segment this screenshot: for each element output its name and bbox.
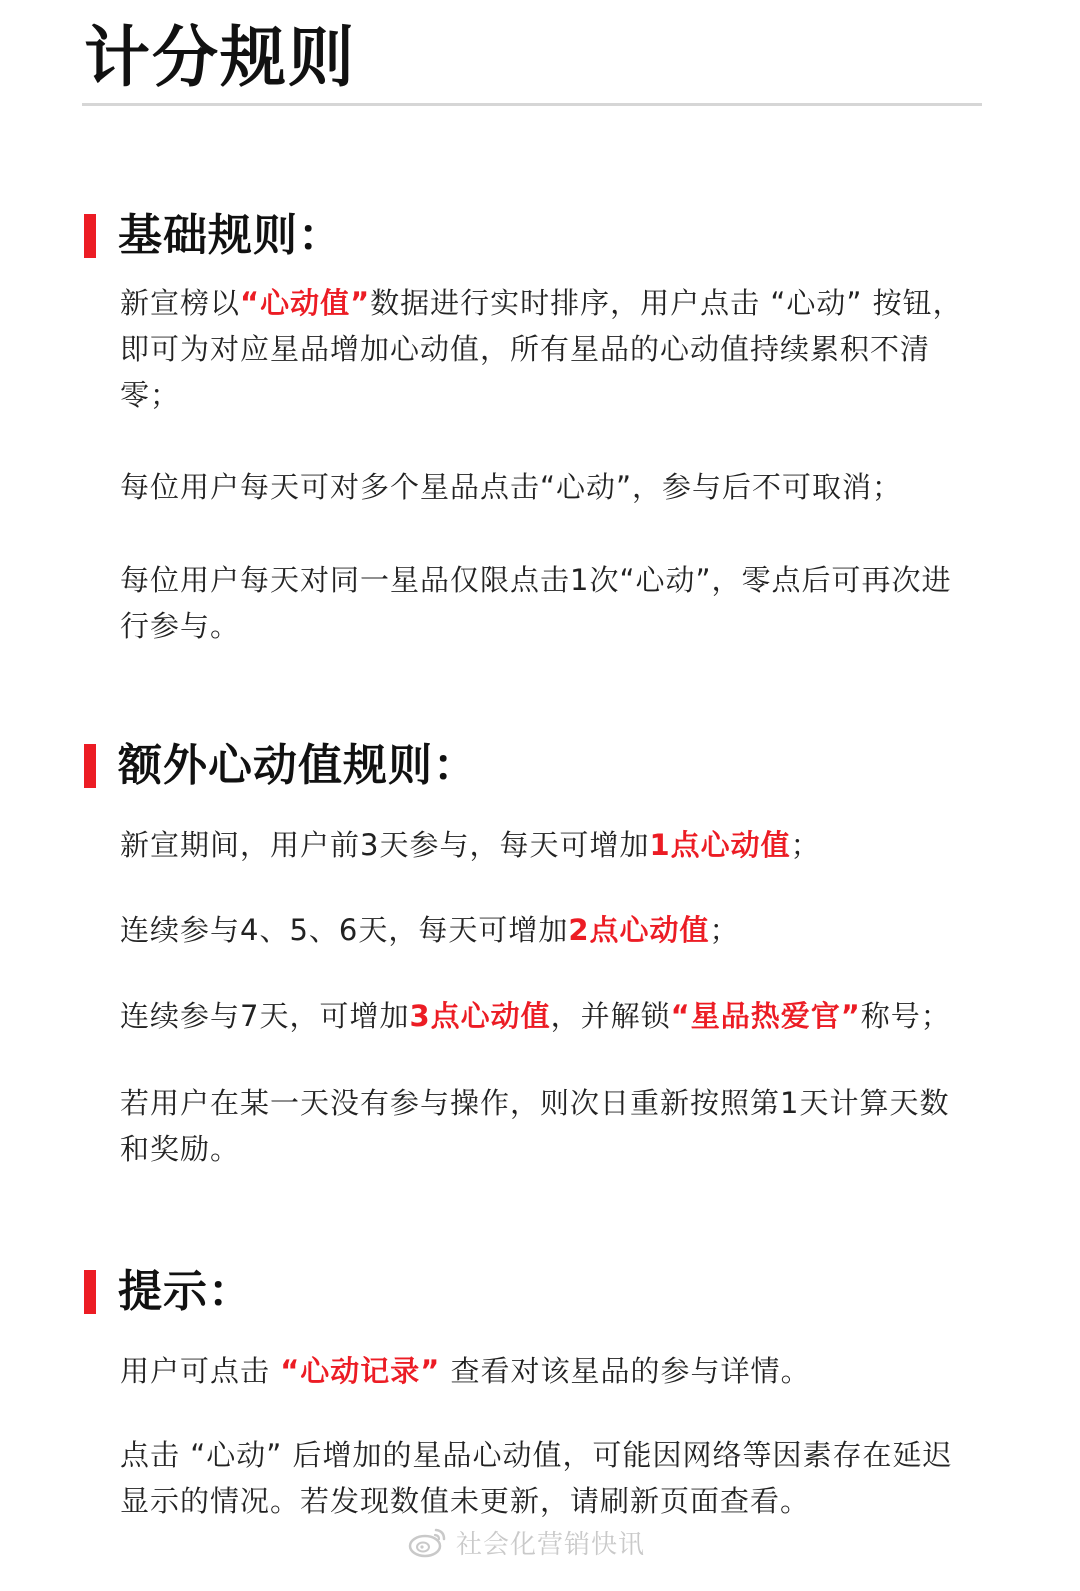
paragraph-text: 点击 “心动” 后增加的星品心动值，可能因网络等因素存在延迟显示的情况。若发现数值未更新，请刷新页面查看。 — [120, 1438, 953, 1518]
rule-paragraph — [120, 280, 970, 418]
paragraph-text: 连续参与4、5、6天，每天可增加 — [120, 913, 569, 947]
paragraph-text: 连续参与7天，可增加 — [120, 999, 410, 1033]
paragraph-text: ； — [790, 828, 821, 862]
rule-paragraph — [120, 1080, 970, 1172]
highlight-text: 3点心动值 — [409, 999, 551, 1033]
rule-paragraph — [120, 557, 970, 649]
paragraph-text: 新宣榜以 — [120, 286, 241, 320]
paragraph-text: 用户可点击 — [120, 1354, 281, 1388]
highlight-text: 2点心动值 — [568, 913, 710, 947]
title-divider — [82, 103, 982, 106]
highlight-text: “心动记录” — [280, 1354, 441, 1388]
rule-paragraph — [120, 822, 970, 868]
watermark-text: 社会化营销快讯 — [456, 1529, 646, 1560]
weibo-icon — [408, 1526, 448, 1558]
highlight-text: 1点心动值 — [649, 828, 791, 862]
section-heading-text: 提示： — [118, 1266, 253, 1317]
paragraph-text: 查看对该星品的参与详情。 — [440, 1354, 811, 1388]
highlight-text: “心动值” — [240, 286, 371, 320]
paragraph-text: 新宣期间，用户前3天参与，每天可增加 — [120, 828, 650, 862]
paragraph-text: ； — [709, 913, 740, 947]
highlight-text: “星品热爱官” — [670, 999, 861, 1033]
section-heading-text: 基础规则： — [118, 210, 343, 261]
heading-accent-bar — [84, 1270, 96, 1314]
paragraph-text: 若用户在某一天没有参与操作，则次日重新按照第1天计算天数和奖励。 — [120, 1086, 950, 1166]
section-heading-tips — [84, 1264, 253, 1320]
paragraph-text: 每位用户每天可对多个星品点击“心动”，参与后不可取消； — [120, 470, 903, 504]
heading-accent-bar — [84, 744, 96, 788]
section-heading-text: 额外心动值规则： — [118, 740, 478, 791]
page-title: 计分规则 — [84, 19, 356, 96]
watermark — [408, 1522, 645, 1562]
rule-paragraph — [120, 464, 970, 510]
section-heading-basic-rules — [84, 208, 343, 264]
tip-paragraph — [120, 1432, 970, 1524]
section-heading-extra-rules — [84, 738, 478, 794]
heading-accent-bar — [84, 214, 96, 258]
rule-paragraph — [120, 993, 970, 1039]
paragraph-text: ，并解锁 — [550, 999, 671, 1033]
rule-paragraph — [120, 907, 970, 953]
paragraph-text: 数据进行实时排序，用户点击 “心动” 按钮，即可为对应星品增加心动值，所有星品的心动值持续累积不清零； — [120, 286, 963, 412]
tip-paragraph — [120, 1348, 970, 1394]
paragraph-text: 每位用户每天对同一星品仅限点击1次“心动”，零点后可再次进行参与。 — [120, 563, 952, 643]
paragraph-text: 称号； — [860, 999, 951, 1033]
